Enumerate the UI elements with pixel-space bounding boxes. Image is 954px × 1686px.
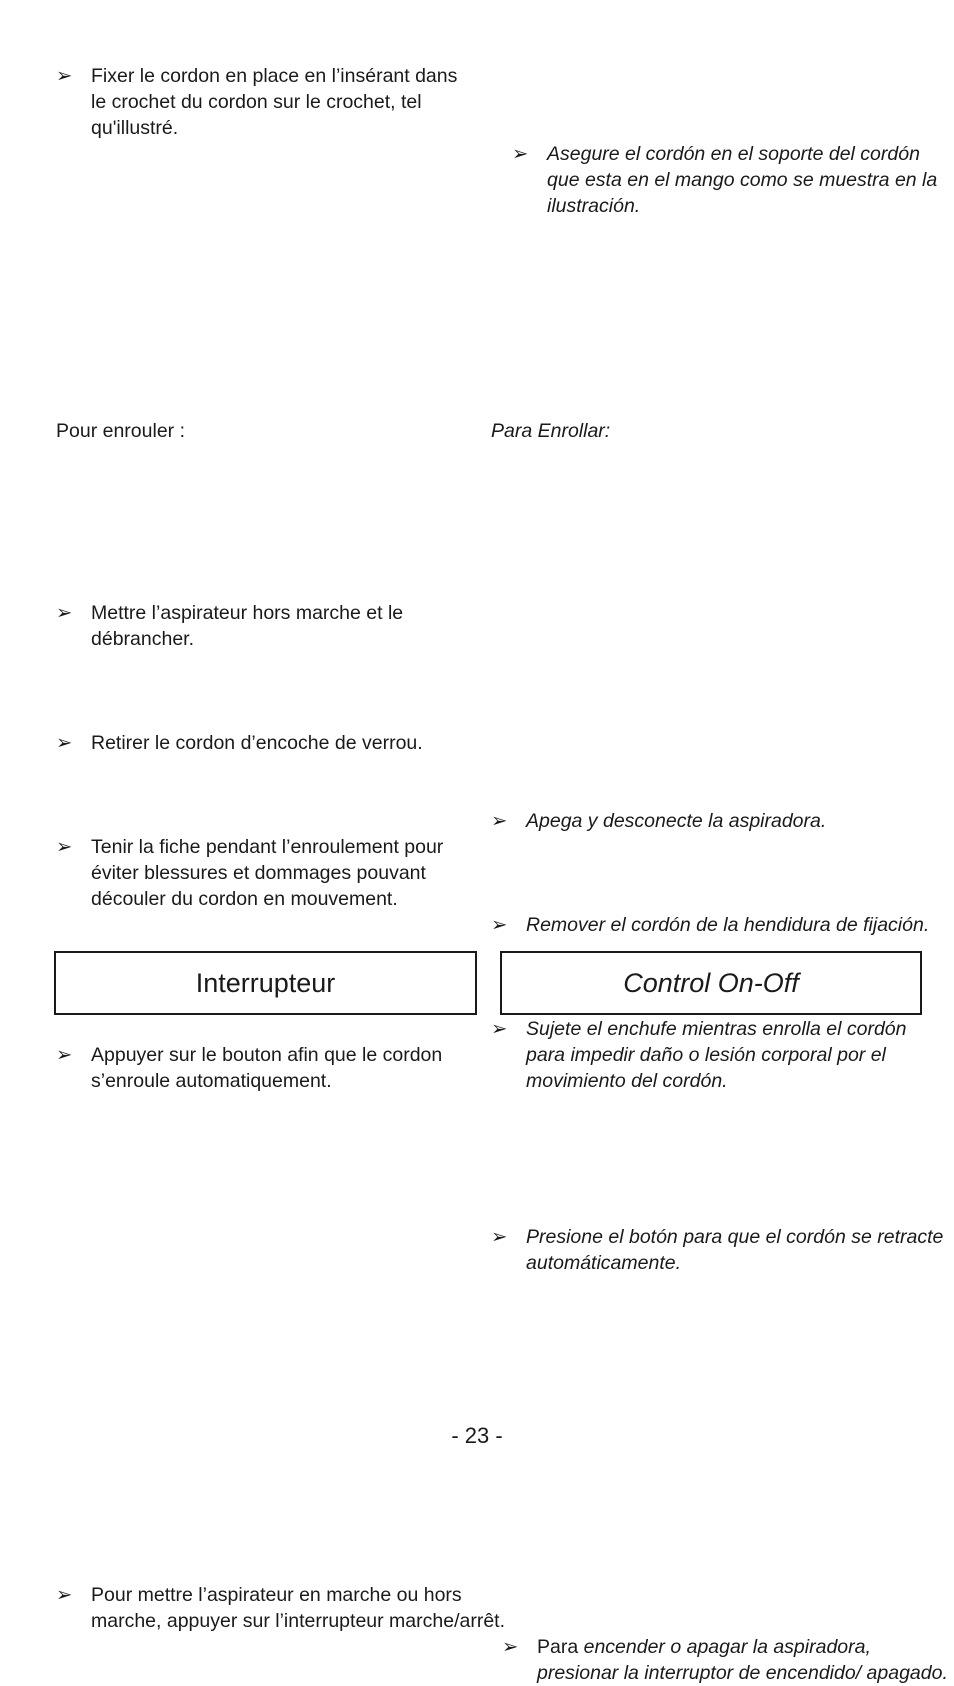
arrow-bullet-icon: ➢ [491, 1018, 508, 1040]
arrow-bullet-icon: ➢ [491, 810, 508, 832]
arrow-bullet-icon: ➢ [56, 732, 73, 754]
fr-switch-bullet [56, 1582, 511, 1634]
es-intro-text: Asegure el cordón en el soporte del cordón que esta en el mango como se muestra en la ilustración. [547, 143, 938, 217]
fr-switch-text: Pour mettre l’aspirateur en marche ou hors marche, appuyer sur l’interrupteur marche/arrêt. [91, 1584, 506, 1632]
arrow-bullet-icon: ➢ [56, 1044, 73, 1066]
fr-rewind-heading: Pour enrouler : [56, 420, 185, 442]
es-intro-bullet [512, 141, 954, 219]
fr-switch-title: Interrupteur [195, 968, 336, 998]
es-rewind-heading: Para Enrollar: [491, 420, 611, 442]
es-step-text: Presione el botón para que el cordón se retracte automáticamente. [526, 1226, 944, 1274]
es-step-text: Apega y desconecte la aspiradora. [526, 810, 827, 832]
arrow-bullet-icon: ➢ [56, 1584, 73, 1606]
fr-step-text: Mettre l’aspirateur hors marche et le débrancher. [91, 602, 404, 650]
es-step-text: Sujete el enchufe mientras enrolla el cordón para impedir daño o lesión corporal por el movimiento del cordón. [526, 1018, 907, 1092]
fr-step-text: Retirer le cordon d’encoche de verrou. [91, 732, 423, 754]
es-step-text: Remover el cordón de la hendidura de fijación. [526, 914, 930, 936]
es-rewind-step-1 [491, 808, 946, 834]
es-switch-title-box [500, 951, 922, 1015]
es-switch-text-rest: encender o apagar la aspiradora, presionar la interruptor de encendido/ apagado. [537, 1636, 948, 1684]
fr-intro-bullet [56, 63, 471, 141]
es-rewind-step-3 [491, 1016, 946, 1094]
fr-step-text: Appuyer sur le bouton afin que le cordon s’enroule automatiquement. [91, 1044, 443, 1092]
arrow-bullet-icon: ➢ [56, 602, 73, 624]
arrow-bullet-icon: ➢ [56, 65, 73, 87]
fr-rewind-step-1 [56, 600, 481, 652]
fr-rewind-step-3 [56, 834, 476, 912]
arrow-bullet-icon: ➢ [502, 1636, 519, 1658]
fr-intro-text: Fixer le cordon en place en l’insérant dans le crochet du cordon sur le crochet, tel qu'illustré. [91, 65, 458, 139]
fr-step-text: Tenir la fiche pendant l’enroulement pour éviter blessures et dommages pouvant découler du cordon en mouvement. [91, 836, 444, 910]
es-switch-title: Control On-Off [623, 968, 799, 998]
arrow-bullet-icon: ➢ [512, 143, 529, 165]
fr-rewind-step-2 [56, 730, 511, 756]
fr-switch-title-box [54, 951, 477, 1015]
arrow-bullet-icon: ➢ [491, 1226, 508, 1248]
page-number: - 23 - [451, 1423, 503, 1448]
es-rewind-step-4 [491, 1224, 954, 1276]
es-switch-bullet [502, 1634, 954, 1686]
arrow-bullet-icon: ➢ [491, 914, 508, 936]
es-switch-text-lead: Para [537, 1636, 584, 1658]
arrow-bullet-icon: ➢ [56, 836, 73, 858]
fr-rewind-step-4 [56, 1042, 481, 1094]
es-rewind-step-2 [491, 912, 946, 938]
